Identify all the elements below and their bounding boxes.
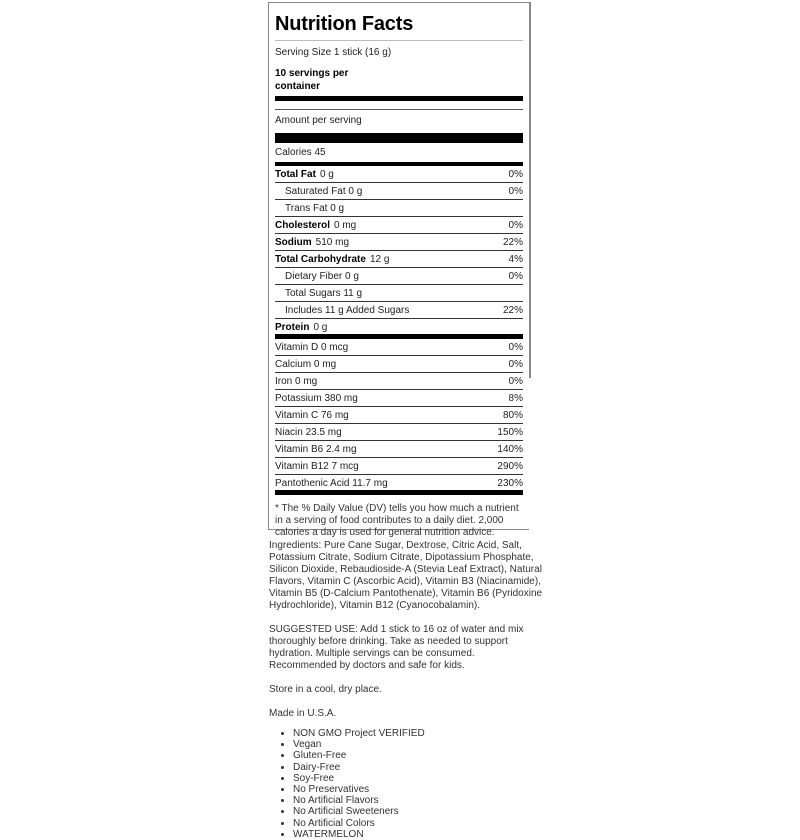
vitamin-daily-value: 150% [497, 426, 523, 438]
nutrient-name: Sodium [275, 236, 312, 248]
nutrient-name: Trans Fat 0 g [285, 202, 345, 214]
nutrient-row [275, 251, 523, 268]
panel-right-border [529, 2, 531, 378]
divider-thick [275, 490, 523, 495]
feature-item: • WATERMELON [293, 829, 544, 840]
nutrient-name: Cholesterol [275, 219, 331, 231]
nutrient-label [275, 322, 327, 333]
nutrient-name: Saturated Fat 0 g [285, 185, 363, 197]
servings-per-container: 10 servings per container [275, 68, 349, 92]
vitamin-name: Vitamin B6 2.4 mg [275, 443, 357, 455]
nutrient-row [275, 302, 523, 319]
nutrient-label [275, 203, 344, 214]
nutrient-label [275, 271, 359, 282]
nutrient-row [275, 234, 523, 251]
serving-size: Serving Size 1 stick (16 g) [275, 47, 392, 58]
country-of-origin: Made in U.S.A. [269, 708, 337, 719]
divider [275, 109, 523, 110]
feature-item: • No Artificial Colors [293, 818, 544, 829]
nutrient-name: Total Fat [275, 168, 316, 180]
nutrient-amount: 0 mg [334, 219, 357, 231]
vitamin-list [275, 339, 523, 491]
nutrient-name: Dietary Fiber 0 g [285, 270, 359, 282]
nutrient-daily-value: 0% [508, 168, 523, 180]
nutrient-label [275, 169, 334, 180]
nutrient-label [275, 186, 362, 197]
nutrient-amount: 0 g [319, 168, 334, 180]
vitamin-daily-value: 0% [508, 341, 523, 353]
vitamin-daily-value: 140% [497, 443, 523, 455]
divider [275, 40, 523, 41]
nutrient-label [275, 305, 409, 316]
calories: Calories 45 [275, 147, 326, 158]
vitamin-name: Niacin 23.5 mg [275, 426, 342, 438]
vitamin-name: Iron 0 mg [275, 375, 318, 387]
nutrient-amount: 0 g [313, 321, 328, 333]
vitamin-daily-value: 230% [497, 477, 523, 489]
nutrient-row [275, 217, 523, 234]
nutrition-facts-title: Nutrition Facts [275, 13, 414, 35]
feature-item: • Dairy-Free [293, 762, 544, 773]
suggested-use: SUGGESTED USE: Add 1 stick to 16 oz of water and mix thoroughly before drinking. Take as needed to support hydration. Multiple servings can be consumed. Recommended by doctors and safe for kids. [269, 624, 524, 671]
nutrient-list [275, 166, 523, 335]
nutrient-daily-value: 22% [502, 304, 523, 316]
vitamin-daily-value: 0% [508, 358, 523, 370]
vitamin-name: Potassium 380 mg [275, 392, 358, 404]
nutrient-row [275, 319, 523, 335]
daily-value-footnote: * The % Daily Value (DV) tells you how much a nutrient in a serving of food contributes to a daily diet. 2,000 calories a day is used for general nutrition advice. [275, 503, 519, 538]
vitamin-daily-value: 290% [497, 460, 523, 472]
feature-item: • Gluten-Free [293, 750, 544, 761]
vitamin-row [275, 424, 523, 441]
divider-thick [275, 133, 523, 143]
vitamin-name: Vitamin B12 7 mcg [275, 460, 359, 472]
nutrient-daily-value: 22% [502, 236, 523, 248]
nutrient-label [275, 288, 362, 299]
vitamin-row [275, 407, 523, 424]
nutrient-name: Protein [275, 321, 310, 333]
nutrient-row [275, 268, 523, 285]
nutrient-daily-value: 0% [508, 219, 523, 231]
vitamin-row [275, 441, 523, 458]
vitamin-name: Vitamin C 76 mg [275, 409, 349, 421]
vitamin-row [275, 339, 523, 356]
vitamin-name: Pantothenic Acid 11.7 mg [275, 477, 388, 489]
vitamin-row [275, 373, 523, 390]
nutrient-label [275, 237, 349, 248]
vitamin-name: Vitamin D 0 mcg [275, 341, 349, 353]
vitamin-row [275, 458, 523, 475]
nutrient-row [275, 166, 523, 183]
nutrient-amount: 12 g [369, 253, 390, 265]
nutrient-label [275, 220, 356, 231]
nutrient-name: Total Carbohydrate [275, 253, 366, 265]
feature-item: • No Preservatives [293, 784, 544, 795]
vitamin-row [275, 475, 523, 491]
nutrient-name: Includes 11 g Added Sugars [285, 304, 410, 316]
feature-item: • Soy-Free [293, 773, 544, 784]
nutrient-daily-value: 4% [508, 253, 523, 265]
vitamin-row [275, 390, 523, 407]
nutrient-daily-value: 0% [508, 270, 523, 282]
feature-item: • Vegan [293, 739, 544, 750]
feature-item: • NON GMO Project VERIFIED [293, 728, 544, 739]
nutrition-facts-panel [268, 2, 529, 538]
vitamin-daily-value: 80% [502, 409, 523, 421]
nutrient-name: Total Sugars 11 g [285, 287, 363, 299]
feature-item: • No Artificial Sweeteners [293, 806, 544, 817]
storage-instructions: Store in a cool, dry place. [269, 684, 382, 695]
nutrient-amount: 510 mg [315, 236, 350, 248]
product-details [269, 540, 544, 840]
feature-item: • No Artificial Flavors [293, 795, 544, 806]
vitamin-row [275, 356, 523, 373]
nutrient-row [275, 200, 523, 217]
nutrient-label [275, 254, 389, 265]
amount-per-serving: Amount per serving [275, 115, 362, 126]
vitamin-name: Calcium 0 mg [275, 358, 337, 370]
divider-thick [275, 96, 523, 101]
vitamin-daily-value: 0% [508, 375, 523, 387]
vitamin-daily-value: 8% [508, 392, 523, 404]
nutrient-daily-value: 0% [508, 185, 523, 197]
ingredients: Ingredients: Pure Cane Sugar, Dextrose, Citric Acid, Salt, Potassium Citrate, Sodium Citrate, Dipotassium Phosphate, Silicon Dioxide, Rebaudioside-A (Stevia Leaf Extract), Natural Flavors, Vitamin C (Ascorbic Acid), Vitamin B3 (Niacinamide), Vitamin B5 (D-Calcium Pantothenate), Vitamin B6 (Pyridoxine Hydrochloride), Vitamin B12 (Cyanocobalamin). [269, 540, 543, 611]
feature-list [269, 728, 544, 840]
nutrient-row [275, 183, 523, 200]
nutrient-row [275, 285, 523, 302]
